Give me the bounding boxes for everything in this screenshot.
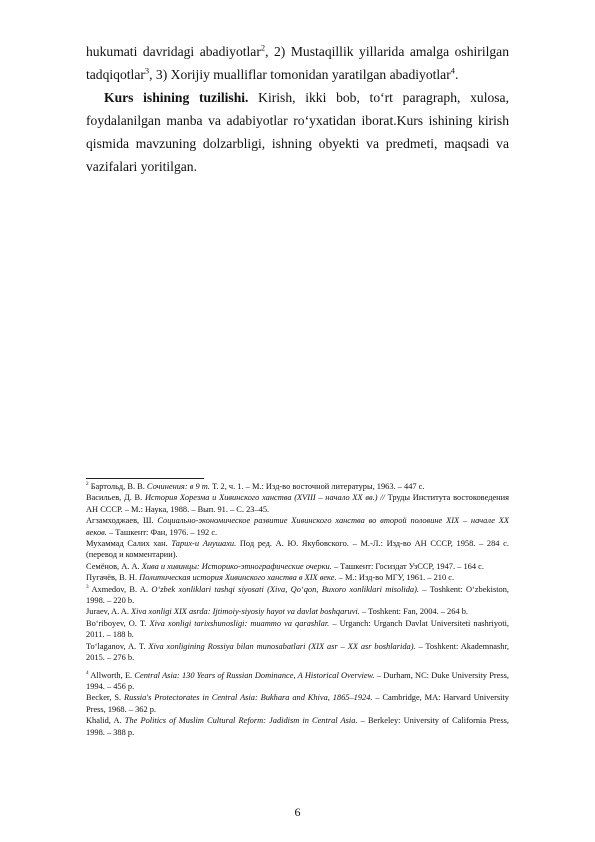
text-run: – Ташкент: Госиздат УзССР, 1947. – 164 с. [331, 561, 484, 571]
footnote-2-entry-1 [86, 481, 509, 492]
work-title: Политическая история Хивинского ханства в XIX веке. [139, 573, 337, 583]
footnote-2-entry-5 [86, 561, 509, 572]
footnote-2-entry-3 [86, 515, 509, 538]
footnote-ref: 3 [144, 65, 150, 76]
text-run: Becker, S. [86, 693, 124, 703]
text-run: Мухаммад Салих хан. [86, 539, 172, 549]
text-run: Khalid, A. [86, 716, 125, 726]
text-run: – Durham, NC: Duke University Press, 1994. – 456 p. [86, 670, 509, 691]
footnote-separator [86, 478, 204, 479]
main-text [86, 40, 509, 178]
footnote-3-entry-1 [86, 584, 509, 607]
footnote-ref: 2 [260, 42, 266, 53]
text-run: – Urganch: Urganch Davlat Universiteti nashriyoti, 2011. – 188 b. [86, 618, 509, 640]
footnote-3-entry-4 [86, 641, 509, 664]
text-run: – Toshkent: Fan, 2004. – 264 b. [359, 607, 468, 617]
page-number: 6 [294, 805, 301, 819]
work-title: Xiva xonligi tarixshunosligi: muammo va qarashlar. [149, 618, 330, 628]
text-run: – Toshkent: Akademnashr, 2015. – 276 b. [86, 641, 509, 663]
paragraph-sources [86, 40, 509, 86]
footnotes [86, 478, 509, 738]
text-run: – Berkeley: University of California Press, 1998. – 388 p. [86, 716, 509, 737]
text-run: Т. 2, ч. 1. – М.: Изд-во восточной литературы, 1963. – 447 с. [209, 482, 425, 491]
footnote-4-entry-1 [86, 670, 509, 693]
text-run: , 2) Mustaqillik yillarida amalga oshirilgan tadqiqotlar [86, 44, 509, 82]
footnote-3-entry-3 [86, 618, 509, 641]
text-run: Bo‘riboyev, O. T. [86, 618, 150, 628]
text-run: – М.: Изд-во МГУ, 1961. – 210 с. [336, 573, 455, 583]
work-title: Xiva xonligining Rossiya bilan munosabatlari (XIX asr – XX asr boshlarida). [148, 641, 416, 651]
text-run: Под ред. А. Ю. Якубовского. – М.-Л.: Изд-во АН СССР, 1958. – 284 с. (перевод и комментарии). [86, 539, 509, 560]
text-run: – Cambridge, MA: Harvard University Press, 1968. – 362 p. [86, 693, 509, 714]
paragraph-structure [86, 86, 509, 178]
work-title: Russia's Protectorates in Central Asia: Bukhara and Khiva, 1865–1924. [123, 693, 373, 703]
work-title: Тарих-и Анушахи. [171, 539, 237, 549]
text-run: Пугачёв, В. Н. [86, 573, 140, 583]
text-run: To‘laganov, A. T. [86, 641, 149, 651]
text-run: . [454, 67, 459, 82]
text-run: Allworth, E. [88, 670, 135, 680]
footnote-2-entry-6 [86, 572, 509, 583]
text-run: Juraev, A. A. [86, 607, 132, 617]
footnote-4-entry-2 [86, 692, 509, 715]
footnote-mark: 4 [86, 669, 89, 676]
work-title: Сочинения: в 9 т. [146, 482, 210, 491]
text-run: Axmedov, B. A. [88, 584, 152, 594]
text-run: – Toshkent: O‘zbekiston, 1998. – 220 b. [86, 584, 509, 606]
text-run: , 3) Xorijiy mualliflar tomonidan yaratilgan abadiyotlar [149, 67, 451, 82]
footnote-mark: 2 [86, 481, 89, 488]
text-run: – Ташкент: Фан, 1976. – 192 с. [106, 527, 218, 537]
text-run: Труды Института востоковедения АН СССР. – М.: Наука, 1988. – Вып. 91. – С. 23–45. [86, 493, 509, 514]
text-run: Васильев, Д. В. [86, 493, 145, 503]
footnote-ref: 4 [450, 65, 455, 76]
text-run: hukumati davridagi abadiyotlar [86, 44, 261, 59]
text-run: Семёнов, А. А. [86, 561, 142, 571]
footnote-4-entry-3 [86, 715, 509, 738]
text-run: Агзамходжаев, Ш. [86, 516, 158, 526]
work-title: Xiva xonligi XIX asrda: Ijtimoiy-siyosiy hayot va davlat boshqaruvi. [131, 607, 360, 617]
footnote-2-entry-4 [86, 538, 509, 561]
footnote-2-entry-2 [86, 492, 509, 515]
text-run: Бартольд, В. В. [88, 482, 147, 491]
work-title: The Politics of Muslim Cultural Reform: Jadidism in Central Asia. [124, 716, 358, 726]
work-title: Central Asia: 130 Years of Russian Dominance, A Historical Overview. [134, 670, 375, 680]
footnote-mark: 3 [86, 583, 89, 590]
text-run: Kirish, ikki bob, to‘rt paragraph, xulosa, foydalanilgan manba va adabiyotlar ro‘yxatidan iborat.Kurs ishining kirish qismida mavzuning dolzarbligi, ishning obyekti va predmeti, maqsadi va vazifalari yoritilgan. [86, 90, 509, 174]
work-title: Социально-экономическое развитие Хивинского ханства во второй половине XIX – начале XX веков. [86, 516, 509, 537]
work-title: O‘zbek xonliklari tashqi siyosati (Xiva, Qo‘qon, Buxoro xonliklari misolida). [151, 584, 420, 594]
section-heading: Kurs ishining tuzilishi. [104, 90, 249, 105]
work-title: Хива и хивинцы: Историко-этнографические очерки. [141, 561, 332, 571]
work-title: История Хорезма и Хивинского ханства (XVIII – начало XX вв.) // [144, 493, 385, 503]
footnote-3-entry-2 [86, 606, 509, 617]
